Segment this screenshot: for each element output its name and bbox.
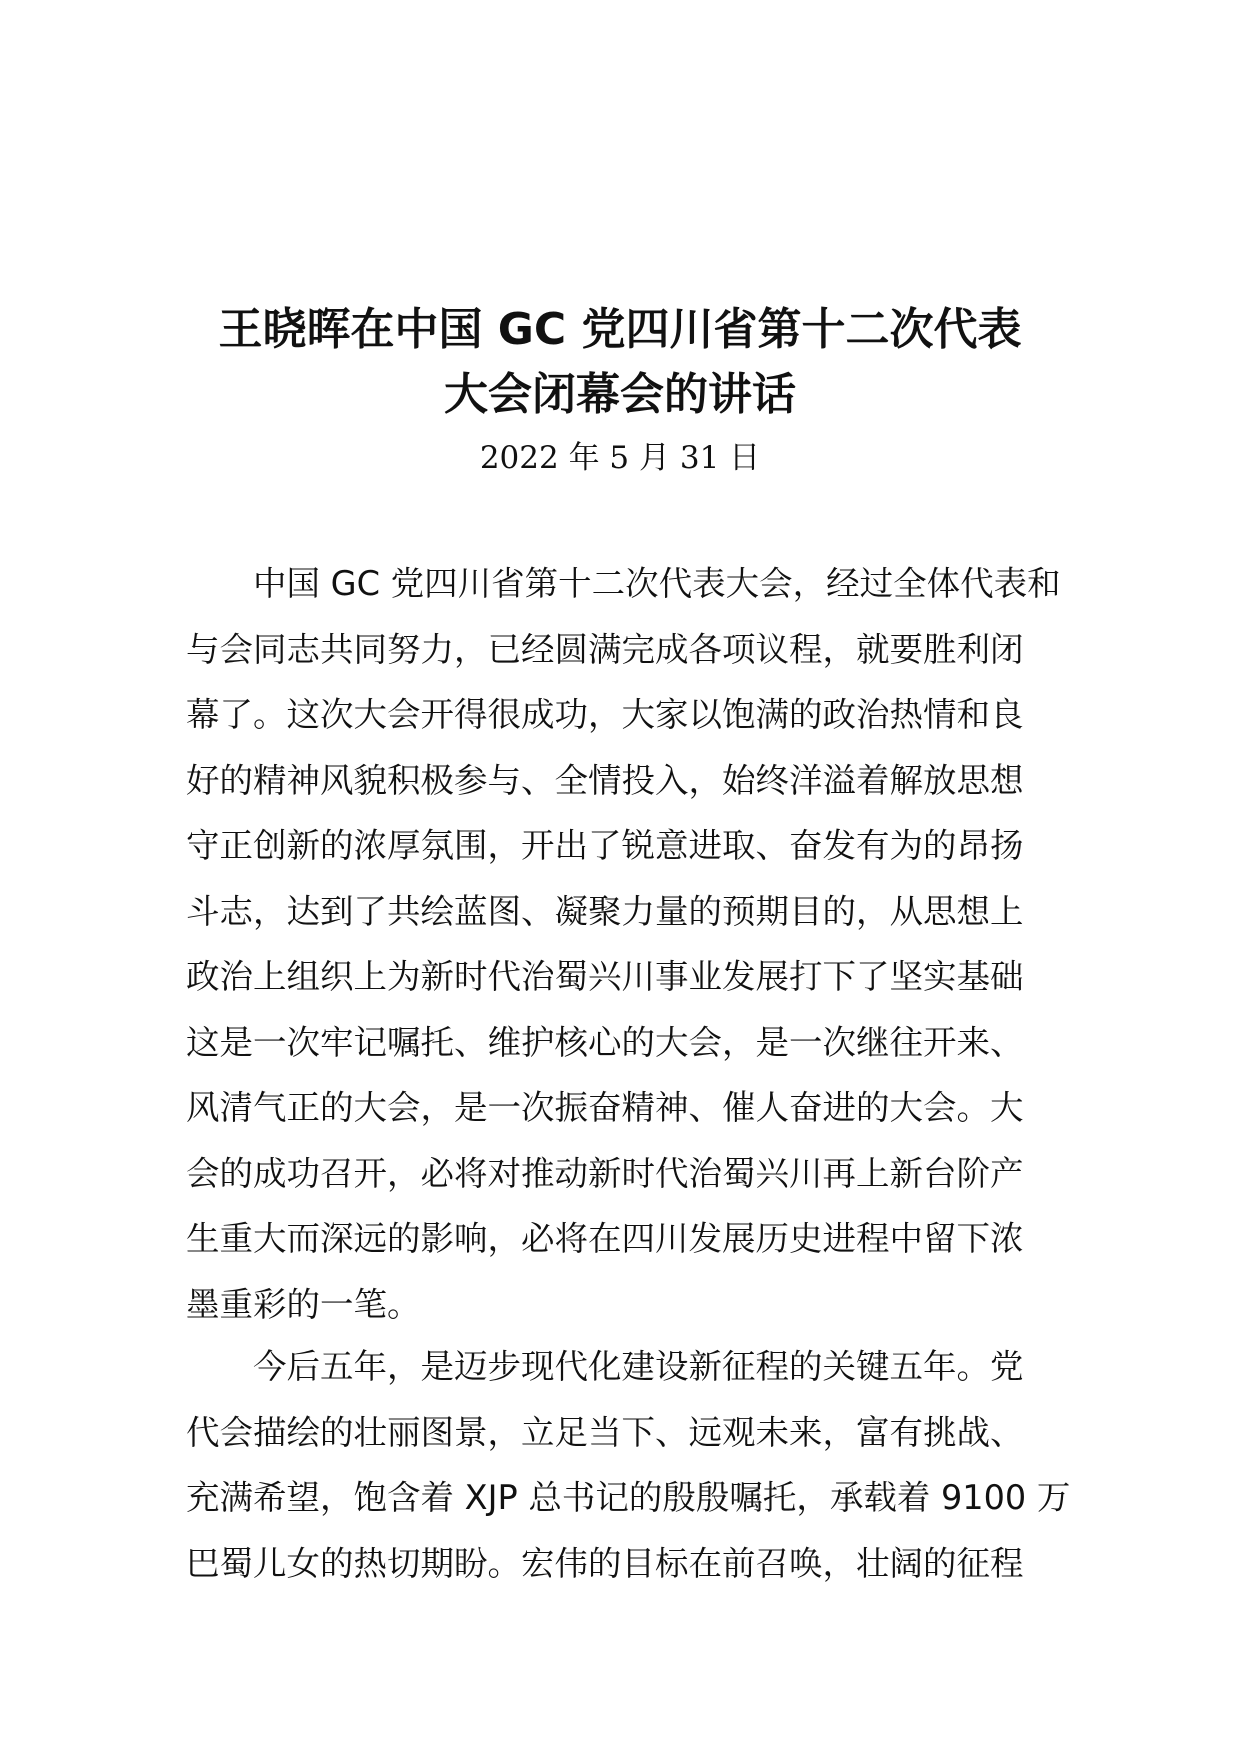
paragraph-line: 与会同志共同努力，已经圆满完成各项议程，就要胜利闭 <box>186 629 1024 669</box>
paragraph-2 <box>186 1334 1071 1596</box>
paragraph-line: 风清气正的大会，是一次振奋精神、催人奋进的大会。大 <box>186 1088 1024 1127</box>
paragraph-line: 中国 GC 党四川省第十二次代表大会，经过全体代表和 <box>253 564 1061 603</box>
paragraph-line: 斗志，达到了共绘蓝图、凝聚力量的预期目的，从思想上 <box>186 891 1024 931</box>
paragraph-line: 会的成功召开，必将对推动新时代治蜀兴川再上新台阶产 <box>186 1153 1024 1193</box>
paragraph-line: 生重大而深远的影响，必将在四川发展历史进程中留下浓 <box>186 1219 1024 1258</box>
paragraph-line: 今后五年，是迈步现代化建设新征程的关键五年。党 <box>253 1347 1024 1386</box>
paragraph-1 <box>186 551 1066 1337</box>
paragraph-line: 巴蜀儿女的热切期盼。宏伟的目标在前召唤，壮阔的征程 <box>186 1543 1024 1583</box>
paragraph-line: 代会描绘的壮丽图景，立足当下、远观未来，富有挑战、 <box>186 1412 1024 1452</box>
paragraph-line: 好的精神风貌积极参与、全情投入，始终洋溢着解放思想 <box>186 760 1024 800</box>
paragraph-line: 这是一次牢记嘱托、维护核心的大会，是一次继往开来、 <box>186 1022 1024 1062</box>
document-date: 2022 年 5 月 31 日 <box>479 440 761 476</box>
document-title-line-2: 大会闭幕会的讲话 <box>444 369 796 420</box>
paragraph-line: 墨重彩的一笔。 <box>186 1284 421 1324</box>
document-title-line-1: 王晓晖在中国 GC 党四川省第十二次代表 <box>218 304 1022 355</box>
paragraph-line: 守正创新的浓厚氛围，开出了锐意进取、奋发有为的昂扬 <box>186 826 1024 865</box>
paragraph-line: 充满希望，饱含着 XJP 总书记的殷殷嘱托，承载着 9100 万 <box>186 1478 1071 1517</box>
paragraph-line: 幕了。这次大会开得很成功，大家以饱满的政治热情和良 <box>186 695 1024 734</box>
paragraph-line: 政治上组织上为新时代治蜀兴川事业发展打下了坚实基础 <box>186 957 1024 996</box>
